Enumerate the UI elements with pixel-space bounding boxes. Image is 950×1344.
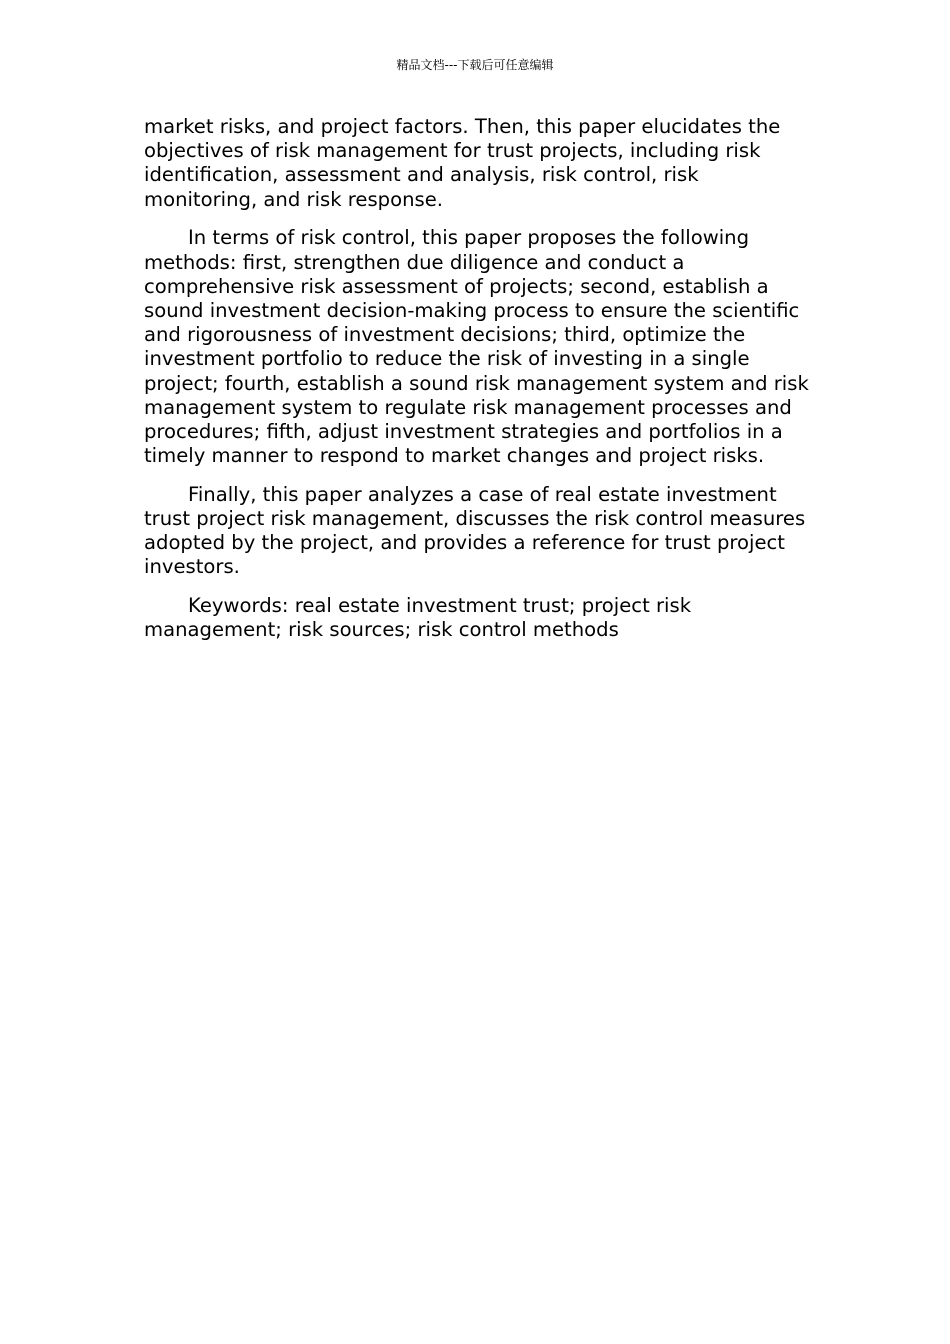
paragraph-risk-objectives: market risks, and project factors. Then, this paper elucidates the objectives of risk management for trust projects, including risk identification, assessment and analysis, risk control, risk monitoring, and risk response. [144,115,781,211]
paragraph-case-analysis: Finally, this paper analyzes a case of real estate investment trust project risk management, discusses the risk control measures adopted by the project, and provides a reference for trust project investors. [144,482,806,579]
document-body [144,115,812,657]
page-header: 精品文档---下载后可任意编辑 [396,58,554,72]
paragraph-keywords: Keywords: real estate investment trust; project risk management; risk sources; risk control methods [144,594,692,642]
paragraph-risk-control-methods: In terms of risk control, this paper proposes the following methods: first, strengthen due diligence and conduct a comprehensive risk assessment of projects; second, establish a sound investment decision-making process to ensure the scientific and rigorousness of investment decisions; third, optimize the investment portfolio to reduce the risk of investing in a single project; fourth, establish a sound risk management system and risk management system to regulate risk management processes and procedures; fifth, adjust investment strategies and portfolios in a timely manner to respond to market changes and project risks. [144,226,809,468]
